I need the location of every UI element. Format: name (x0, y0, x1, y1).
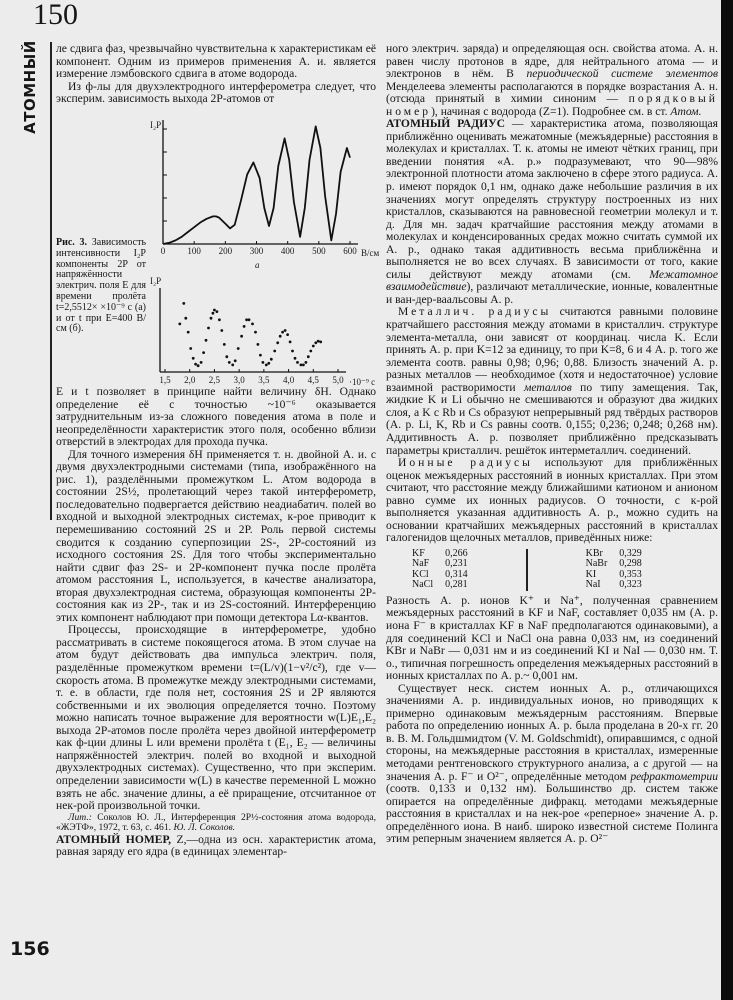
paragraph (386, 457, 718, 545)
data-point (205, 339, 208, 342)
x-tick-label: 5,0 (332, 375, 344, 385)
x-tick-label: 1,5 (159, 375, 171, 385)
cross-reference: периодической системе элементов (526, 67, 718, 81)
right-column (386, 43, 718, 846)
entry-heading: АТОМНЫЙ РАДИУС (386, 117, 506, 131)
paragraph: ле сдвига фаз, чрезвычайно чувствительна к характеристикам её компонент. Одним из примеров применения А. и. является измерение лэмбовского сдвига в атоме водорода. (56, 42, 376, 81)
text: (соотв. 0,133 и 0,132 нм). Большинство др. систем также опирается на определённые дифракц. методами межъядерные расстояния в кристаллах и на нек-рое «реперное» значение А. р. определённого иона. В наиб. широко известной системе Полинга этим реперным значением является А. р. O²⁻ (386, 782, 718, 846)
data-point (237, 347, 240, 350)
text: по типу замещения. Так, жидкие K и Li обычно не смешиваются и образуют два жидких слоя, а K с Rb и Cs образуют непрерывный ряд твёрдых растворов (А. р. Li, K, Rb и Cs равны соотв. 0,155; 0,236; 0,248; 0,268 нм). Аддитивность А. р. позволяет приближённо предсказывать параметры кристаллич. решёток интерметаллич. соединений. (386, 380, 718, 457)
figure-b-xunit: ·10⁻⁹ с (349, 377, 376, 387)
cell: NaCl (412, 579, 434, 591)
figure-caption-text: Зависимость интенсивности I₂P компоненты 2P от напряжённости электрич. поля E для времени пролёта t=2,5512× ×10⁻⁹ с (а) и от t при E=400 В/см (б). (56, 237, 147, 335)
cell: KF (412, 547, 425, 559)
table-row (406, 580, 648, 591)
data-point (305, 361, 308, 364)
data-point (307, 355, 310, 358)
table-row (406, 549, 648, 560)
data-point (200, 361, 203, 364)
cell: KBr (585, 547, 603, 559)
paragraph (386, 43, 718, 118)
data-point (218, 318, 221, 321)
data-point (294, 357, 297, 360)
data-point (187, 331, 190, 334)
data-point (286, 333, 289, 336)
entry-atomic-radius (386, 118, 718, 306)
text: — характеристика атома, позволяющая приближённо оценивать межатомные (межъядерные) расстояния в молекулах и кристаллах. Т. к. атомы не имеют чётких границ, при введении понятия «А. р.» подразумевают, что 90—98% электронной плотности атома заключено в сфере этого радиуса. А. р. имеют порядок 0,1 нм, однако даже небольшие различия в их значениях могут определять структуру построенных из них кристаллов, сказываются на равновесной геометрии молекул и т. д. Для мн. задач кратчайшие расстояния между атомами в молекулах и конденсированных средах можно считать суммой их А. р., однако такая аддитивность весьма приближённа и выполняется не во всех случаях. В зависимости от того, какие силы действуют между атомами (см. (386, 117, 718, 281)
x-tick-label: 2,0 (184, 375, 196, 385)
x-tick-label: 2,5 (208, 375, 221, 385)
data-point (192, 357, 195, 360)
entry-text: Z,—одна из осн. характеристик атома, равная заряду его ядра (в единицах элементар- (56, 832, 376, 859)
x-tick-label: 4,0 (282, 375, 295, 385)
cell: 0,323 (619, 579, 642, 591)
data-point (259, 354, 262, 357)
cell: 0,314 (445, 568, 468, 580)
figure-a-xunit: В/см (361, 248, 380, 258)
data-point (251, 323, 254, 326)
data-point (289, 341, 292, 344)
data-point (248, 318, 251, 321)
data-point (262, 361, 265, 364)
paragraph: Процессы, происходящие в интерферометре, удобно рассматривать в системе покоящегося атома. В этом случае на атом будут действовать два импульса электрич. поля, разделённые промежутком времени t=(L/v)(1−v²/c²), где v—скорость атома. В промежутке между электродными системами, т. е. в области, где поля нет, состояния 2S и 2P являются собственными и их эволюция определяется точно. Поэтому можно написать точное выражение для вероятности w(L)E₁,E₂ выхода 2P-атомов после пролёта через двойной интерферометр как ф-ции длины L или времени пролёта t (E₁, E₂ — величины напряжённостей электрич. полей во входной и выходной двухэлектродных системах). Существенно, что при эксперим. определении зависимости w(L) в качестве переменной L можно взять не абс. значение длины, а её приращение, отсчитанное от нек-рой произвольной точки. (56, 623, 376, 813)
ionic-distance-table (406, 549, 648, 591)
data-point (240, 335, 243, 338)
data-point (284, 329, 287, 332)
cell: KCl (412, 568, 429, 580)
scan-page-number: 156 (10, 938, 50, 960)
left-column-bottom (56, 386, 376, 859)
cell: 0,266 (445, 547, 468, 559)
running-head-text: АТОМНЫЙ (21, 40, 39, 134)
x-tick-label: 100 (187, 246, 201, 256)
text: считаются равными половине кратчайшего расстояния между атомами в кристаллич. структуре элемента-металла, они зависят от координац. числа K. Если принять А. р. при K=12 за единицу, то при K=8, 6 и 4 А. р. того же элемента соотв. равны 0,98; 0,96; 0,88. Близость значений А. р. разных металлов — необходимое (хотя и недостаточное) условие взаимной растворимости (386, 305, 718, 394)
figure-3b-scatter-chart (159, 288, 346, 385)
data-point (197, 364, 200, 367)
cross-reference: рефрактометрии (630, 769, 718, 783)
data-point (220, 329, 223, 332)
data-point (302, 364, 305, 367)
data-point (245, 318, 248, 321)
x-tick-label: 3,5 (258, 375, 270, 385)
data-point (234, 359, 237, 362)
lit-label: Лит.: (68, 811, 92, 823)
data-point (189, 347, 192, 350)
data-point (296, 361, 299, 364)
data-point (228, 361, 231, 364)
text: ного электрич. заряда) и определяющая осн. свойства атома. А. н. равен числу протонов в ядре, для нейтрального атома — и электронов в нём. В (386, 42, 718, 81)
paragraph: Для точного измерения δH применяется т. н. двойной А. и. с двумя двухэлектродными системами (типа, изображённого на рис. 1), разделёнными промежутком L. Атом водорода в состоянии 2S½, пролетающий через такой интерферометр, последовательно подвергается действию неадиабатич. полей во входной и выходной электродных системах, к-рое приводит к перемешиванию состояний 2S и 2P. Роль первой системы сводится к созданию суперпозиции 2S-, 2P-состояний из исходного состояния 2S. Для того чтобы экспериментально найти сдвиг фаз 2S- и 2P-компонент пучка после пролёта атомом расстояния L, используется, в качестве анализатора, вторая двухэлектродная система, образующая компоненты 2P-состояния как из 2P-, так и из 2S-состояний. Интерференцию этих компонент наблюдают при помощи детектора Lα-квантов. (56, 447, 376, 624)
data-point (210, 317, 213, 320)
cross-reference: Межатомное взаимодействие (386, 267, 718, 294)
data-point (312, 345, 315, 348)
data-point (279, 335, 282, 338)
cell: NaF (412, 558, 430, 570)
x-tick-label: 4,5 (307, 375, 319, 385)
data-point (231, 364, 234, 367)
data-point (182, 302, 185, 305)
cell: KI (585, 568, 597, 580)
data-point (243, 325, 246, 328)
data-point (213, 309, 216, 312)
data-point (194, 363, 197, 366)
text: Менделеева элементы располагаются в порядке возрастания А. н. (отсюда принятый в химии синоним — (386, 79, 718, 106)
figure-b-ylabel: I₂P (150, 276, 162, 286)
intensity-curve (163, 126, 350, 244)
paragraph: E и t позволяет в принципе найти величину δH. Однако определение её с точностью ~10⁻⁶ оказывается затруднительным из-за сложного поведения атома в поле и неопределённости характеристик этого поля, особенно вблизи отверстий в электродах для прохода пучка. (56, 385, 376, 449)
entry-heading: АТОМНЫЙ НОМЕР, (56, 832, 172, 846)
lit-author: Ю. Л. Соколов. (173, 822, 236, 834)
data-point (281, 331, 284, 334)
spaced-term: Металлич. радиусы (398, 305, 552, 319)
cell: 0,231 (445, 558, 468, 570)
cross-reference: металлов (523, 380, 572, 394)
data-point (207, 327, 210, 330)
data-point (202, 351, 205, 354)
cell: NaI (585, 579, 601, 591)
table-row (406, 570, 648, 581)
text: ), различают металлические, ионные, ковалентные и ван-дер-ваальсовы А. р. (386, 280, 718, 306)
figure-a-ylabel: I₂P (150, 120, 162, 130)
data-point (314, 341, 317, 344)
data-point (319, 341, 322, 344)
paragraph: Из ф-лы для двухэлектродного интерферометра следует, что эксперим. зависимость выхода 2P-атомов от (56, 79, 376, 106)
data-point (225, 355, 228, 358)
data-point (265, 364, 268, 367)
data-point (300, 364, 303, 367)
figure-3a-line-chart (161, 120, 358, 256)
x-tick-label: 600 (343, 246, 357, 256)
data-point (270, 358, 273, 361)
x-tick-label: 200 (218, 246, 233, 256)
x-tick-label: 3,0 (233, 375, 245, 385)
data-point (184, 317, 187, 320)
cell: 0,281 (445, 579, 468, 591)
table-row (406, 559, 648, 570)
x-tick-label: 400 (280, 246, 295, 256)
x-tick-label: 0 (160, 246, 166, 256)
cross-reference: Атом. (670, 104, 702, 118)
data-point (317, 340, 320, 343)
data-point (212, 312, 215, 315)
cell: 0,329 (619, 547, 642, 559)
data-point (291, 350, 294, 353)
cell: 0,353 (619, 568, 642, 580)
cell: NaBr (585, 558, 608, 570)
text: ), начиная с водорода (Z=1). Подробнее см. в ст. (431, 104, 671, 118)
entry-atomic-number (56, 834, 376, 859)
paragraph (386, 306, 718, 457)
spaced-term: Ионные радиусы (398, 456, 533, 470)
data-point (254, 331, 257, 334)
figure-caption-label: Рис. 3. (56, 237, 88, 248)
paragraph: Разность А. р. ионов K⁺ и Na⁺, полученная сравнением межъядерных расстояний в KF и NaF, составляет 0,035 нм (А. р. иона F⁻ в кристаллах KF в NaF предполагаются одинаковыми), а для соединений KCl и NaCl она равна 0,033 нм, из соединений KBr и NaBr — 0,031 нм и из соединений KI и NaI — 0,030 нм. Т. о., типичная погрешность определения межъядерных расстояний в ионных кристаллах по А. р.~ 0,001 нм. (386, 593, 718, 683)
data-point (273, 350, 276, 353)
data-point (267, 362, 270, 365)
data-point (257, 343, 260, 346)
spaced-term: порядковый номер (386, 92, 718, 118)
page-number: 150 (33, 0, 78, 31)
lit-text: Соколов Ю. Л., Интерференция 2P½-состояния атома водорода, «ЖЭТФ», 1972, т. 63, с. 461. (56, 811, 376, 834)
data-point (178, 323, 181, 326)
literature-reference (56, 813, 376, 834)
cell: 0,298 (619, 558, 642, 570)
paragraph (386, 683, 718, 846)
data-point (276, 341, 279, 344)
data-point (309, 350, 312, 353)
figure-a-panel-label: а (255, 260, 260, 270)
text: используют для приближённых оценок межъядерных расстояний в ионных кристаллах. При этом считают, что расстояние между ближайшими катионом и анионом равно сумме их ионных радиусов. О точности, с к-рой выполняется указанная аддитивность А. р., можно судить на основании кратчайших межъядерных расстояний в кристаллах галогенидов щелочных металлов, приведённых ниже: (386, 456, 718, 545)
data-point (223, 343, 226, 346)
x-tick-label: 500 (312, 246, 326, 256)
text: Существует неск. систем ионных А. р., отличающихся значениями А. р. индивидуальных ионов, но приводящих к примерно одинаковым межъядерным расстояниям. Впервые работа по определению ионных А. р. была проделана в 20-х гг. 20 в. В. М. Гольдшмидтом (V. M. Goldschmidt), опиравшимся, с одной стороны, на межъядерные расстояния в кристаллах, измеренные методами рентгеновского структурного анализа, а с другой — на значения А. р. F⁻ и O²⁻, определённые методом (386, 681, 718, 783)
x-tick-label: 300 (249, 246, 264, 256)
data-point (216, 310, 219, 313)
